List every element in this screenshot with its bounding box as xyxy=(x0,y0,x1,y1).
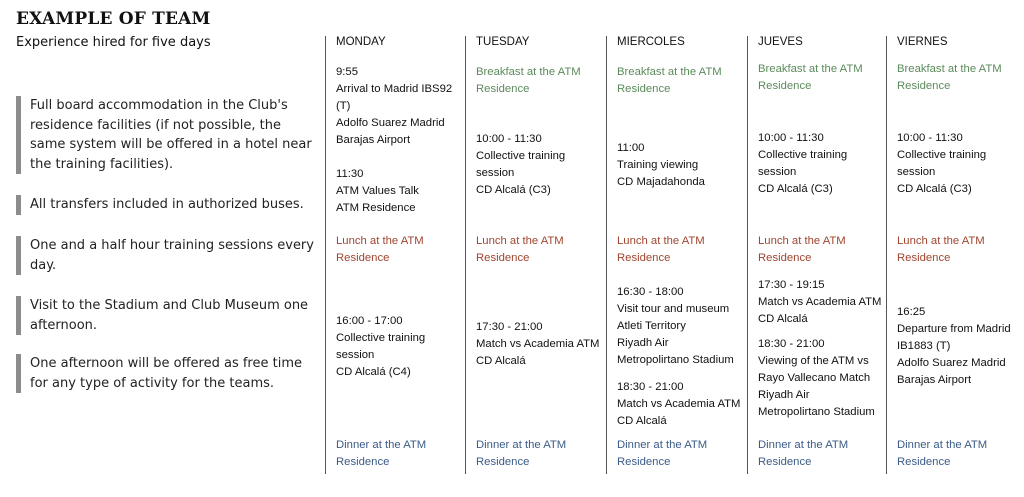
schedule-entry xyxy=(617,379,741,430)
page-subtitle: Experience hired for five days xyxy=(16,35,211,50)
schedule-entry xyxy=(336,166,460,217)
schedule-entry xyxy=(336,313,460,381)
entry-line: Residence xyxy=(617,252,671,264)
entry-line: Residence xyxy=(617,83,671,95)
dinner-entry xyxy=(336,437,460,471)
feature-line: One afternoon will be offered as free time xyxy=(30,356,302,371)
entry-line: Adolfo Suarez Madrid xyxy=(336,117,445,129)
entry-line: Breakfast at the ATM xyxy=(476,66,581,78)
entry-line: Residence xyxy=(336,456,390,468)
entry-line: CD Alcalá xyxy=(758,313,808,325)
entry-line: Match vs Academia ATM xyxy=(476,338,600,350)
entry-line: CD Alcalá xyxy=(617,415,667,427)
entry-line: (T) xyxy=(336,100,351,112)
entry-line: ATM Residence xyxy=(336,202,416,214)
entry-line: 10:00 - 11:30 xyxy=(897,132,963,144)
schedule-entry xyxy=(336,64,460,149)
entry-line: Dinner at the ATM xyxy=(336,439,427,451)
entry-line: Collective training xyxy=(336,332,426,344)
entry-line: Match vs Academia ATM xyxy=(617,398,741,410)
schedule-entry xyxy=(758,277,882,328)
breakfast-entry xyxy=(476,64,600,98)
entry-line: CD Majadahonda xyxy=(617,176,705,188)
entry-line: Breakfast at the ATM xyxy=(758,63,863,75)
lunch-entry xyxy=(758,233,882,267)
entry-line: Collective training xyxy=(897,149,987,161)
entry-line: CD Alcalá (C3) xyxy=(758,183,833,195)
entry-line: Viewing of the ATM vs xyxy=(758,355,869,367)
entry-line: 11:00 xyxy=(617,142,645,154)
entry-line: session xyxy=(336,349,375,361)
entry-line: 18:30 - 21:00 xyxy=(617,381,684,393)
day-header: MIERCOLES xyxy=(617,36,685,48)
feature-item xyxy=(16,354,330,393)
feature-line: Full board accommodation in the Club's xyxy=(30,98,288,113)
lunch-entry xyxy=(336,233,460,267)
entry-line: 16:00 - 17:00 xyxy=(336,315,403,327)
day-column-tuesday xyxy=(465,36,601,474)
entry-line: 16:30 - 18:00 xyxy=(617,286,684,298)
entry-line: Arrival to Madrid IBS92 xyxy=(336,83,453,95)
entry-line: Dinner at the ATM xyxy=(897,439,988,451)
day-column-monday xyxy=(325,36,461,474)
entry-line: Residence xyxy=(758,80,812,92)
entry-line: CD Alcalá (C4) xyxy=(336,366,411,378)
entry-line: Rayo Vallecano Match xyxy=(758,372,871,384)
entry-line: Breakfast at the ATM xyxy=(617,66,722,78)
feature-line: Visit to the Stadium and Club Museum one xyxy=(30,298,309,313)
entry-line: Adolfo Suarez Madrid xyxy=(897,357,1006,369)
entry-line: Dinner at the ATM xyxy=(758,439,849,451)
entry-line: ATM Values Talk xyxy=(336,185,419,197)
entry-line: 17:30 - 21:00 xyxy=(476,321,543,333)
feature-line: same system will be offered in a hotel near xyxy=(30,137,312,152)
breakfast-entry xyxy=(617,64,741,98)
feature-item xyxy=(16,296,330,335)
lunch-entry xyxy=(897,233,1021,267)
dinner-entry xyxy=(476,437,600,471)
entry-line: Lunch at the ATM xyxy=(336,235,424,247)
entry-line: Lunch at the ATM xyxy=(617,235,705,247)
entry-line: 10:00 - 11:30 xyxy=(476,133,542,145)
entry-line: Residence xyxy=(897,456,951,468)
day-header: VIERNES xyxy=(897,36,948,48)
entry-line: Residence xyxy=(897,252,951,264)
breakfast-entry xyxy=(897,61,1021,95)
entry-line: session xyxy=(897,166,936,178)
feature-line: the training facilities). xyxy=(30,156,174,172)
entry-line: Residence xyxy=(476,456,530,468)
entry-line: Collective training xyxy=(758,149,848,161)
entry-line: Lunch at the ATM xyxy=(476,235,564,247)
entry-line: CD Alcalá xyxy=(476,355,526,367)
feature-line: afternoon. xyxy=(30,317,98,333)
day-column-miercoles xyxy=(606,36,742,474)
entry-line: Residence xyxy=(758,456,812,468)
entry-line: Barajas Airport xyxy=(897,374,972,386)
feature-line: residence facilities (if not possible, the xyxy=(30,117,281,133)
entry-line: 16:25 xyxy=(897,306,926,318)
entry-line: Residence xyxy=(897,80,951,92)
entry-line: Collective training xyxy=(476,150,566,162)
entry-line: 10:00 - 11:30 xyxy=(758,132,824,144)
entry-line: Residence xyxy=(476,252,530,264)
entry-line: Match vs Academia ATM xyxy=(758,296,882,308)
day-column-jueves xyxy=(747,36,883,474)
entry-line: IB1883 (T) xyxy=(897,340,951,352)
entry-line: session xyxy=(758,166,797,178)
entry-line: Residence xyxy=(617,456,671,468)
entry-line: Barajas Airport xyxy=(336,134,411,146)
dinner-entry xyxy=(897,437,1021,471)
day-header: JUEVES xyxy=(758,36,803,48)
entry-line: session xyxy=(476,167,515,179)
entry-line: Atleti Territory xyxy=(617,320,686,332)
schedule-entry xyxy=(476,319,600,370)
breakfast-entry xyxy=(758,61,882,95)
entry-line: Training viewing xyxy=(617,159,699,171)
day-header: TUESDAY xyxy=(476,36,530,48)
entry-line: CD Alcalá (C3) xyxy=(476,184,551,196)
entry-line: 9:55 xyxy=(336,66,358,78)
entry-line: Riyadh Air xyxy=(758,389,810,401)
entry-line: Lunch at the ATM xyxy=(897,235,985,247)
entry-line: 17:30 - 19:15 xyxy=(758,279,825,291)
feature-line: for any type of activity for the teams. xyxy=(30,375,275,391)
feature-item xyxy=(16,96,330,174)
feature-item xyxy=(16,236,330,275)
day-column-viernes xyxy=(886,36,1022,474)
entry-line: Metropolirtano Stadium xyxy=(758,406,875,418)
entry-line: Breakfast at the ATM xyxy=(897,63,1002,75)
schedule-entry xyxy=(617,140,741,191)
entry-line: Residence xyxy=(336,252,390,264)
feature-item xyxy=(16,195,330,215)
entry-line: Lunch at the ATM xyxy=(758,235,846,247)
schedule-entry xyxy=(758,336,882,421)
entry-line: Metropolirtano Stadium xyxy=(617,354,734,366)
entry-line: Dinner at the ATM xyxy=(476,439,567,451)
entry-line: 11:30 xyxy=(336,168,364,180)
feature-line: day. xyxy=(30,257,57,273)
schedule-entry xyxy=(476,131,600,199)
schedule-entry xyxy=(617,284,741,369)
feature-line: All transfers included in authorized buses. xyxy=(30,197,304,212)
day-header: MONDAY xyxy=(336,36,386,48)
entry-line: Departure from Madrid xyxy=(897,323,1011,335)
entry-line: Residence xyxy=(758,252,812,264)
feature-line: One and a half hour training sessions every xyxy=(30,238,314,253)
schedule-entry xyxy=(758,130,882,198)
entry-line: Residence xyxy=(476,83,530,95)
dinner-entry xyxy=(617,437,741,471)
lunch-entry xyxy=(617,233,741,267)
entry-line: Riyadh Air xyxy=(617,337,669,349)
dinner-entry xyxy=(758,437,882,471)
schedule-entry xyxy=(897,304,1021,389)
schedule-entry xyxy=(897,130,1021,198)
entry-line: Dinner at the ATM xyxy=(617,439,708,451)
entry-line: Visit tour and museum xyxy=(617,303,730,315)
lunch-entry xyxy=(476,233,600,267)
entry-line: 18:30 - 21:00 xyxy=(758,338,825,350)
page-title: EXAMPLE OF TEAM xyxy=(16,9,211,29)
entry-line: CD Alcalá (C3) xyxy=(897,183,972,195)
